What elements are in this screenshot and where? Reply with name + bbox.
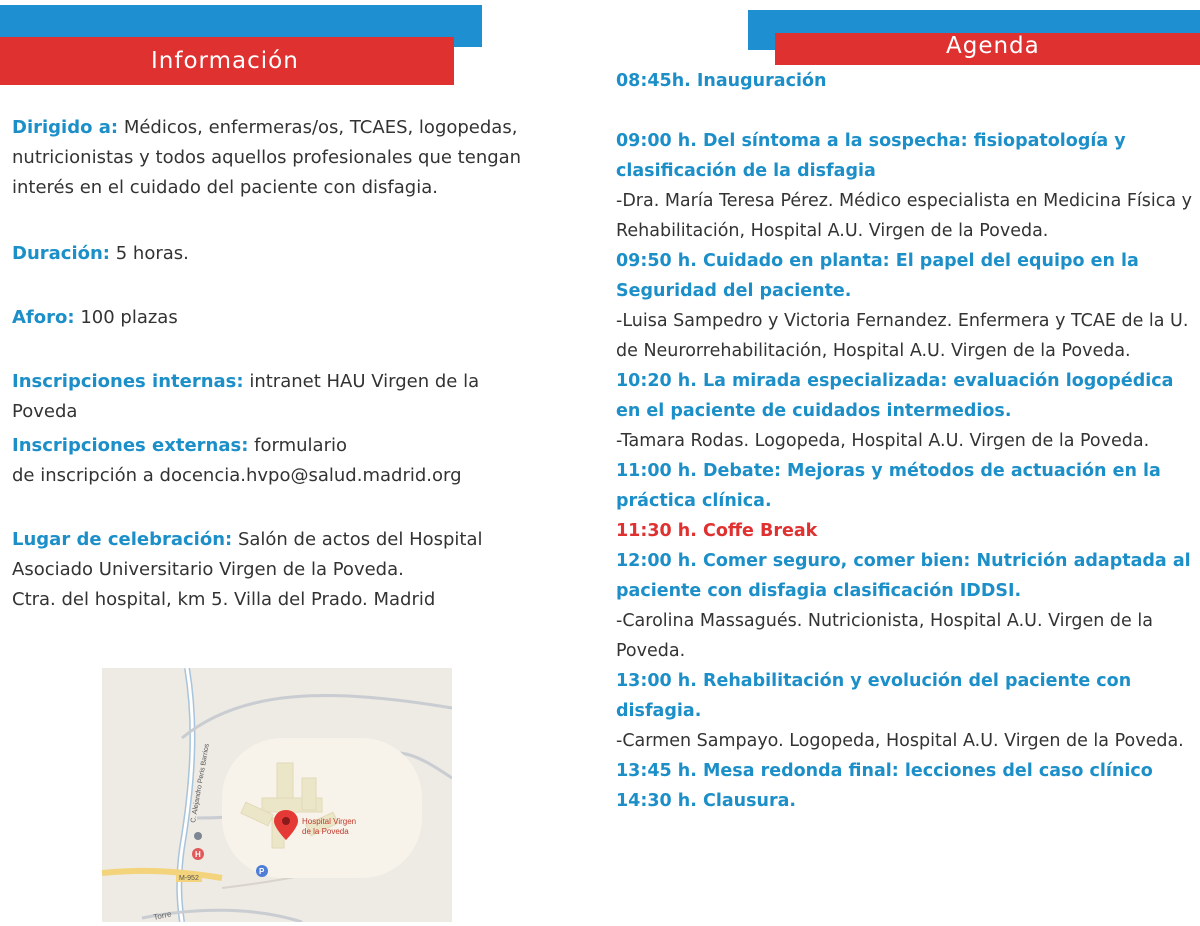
agenda-item-title: 09:50 h. Cuidado en planta: El papel del equipo en la Seguridad del paciente. [616, 251, 1139, 301]
agenda-item-1100: 11:00 h. Debate: Mejoras y métodos de actuación en la práctica clínica. [616, 461, 1161, 511]
lugar-block [12, 525, 552, 585]
lugar-text: Salón de actos del Hospital Asociado Universitario Virgen de la Poveda. [12, 529, 483, 580]
agenda-item-title: 10:20 h. La mirada especializada: evaluación logopédica en el paciente de cuidados intermedios. [616, 371, 1174, 421]
map-h-badge: H [195, 850, 201, 859]
dirigido-text: Médicos, enfermeras/os, TCAES, logopedas, nutricionistas y todos aquellos profesionales que tengan interés en el cuidado del paciente con disfagia. [12, 117, 522, 198]
dirigido-block [12, 113, 552, 203]
agenda-item-1200 [616, 546, 1196, 666]
agenda-item-0845: 08:45h. Inauguración [616, 71, 827, 91]
agenda-item-title: 12:00 h. Comer seguro, comer bien: Nutrición adaptada al paciente con disfagia clasificación IDDSI. [616, 551, 1191, 601]
aforo-block [12, 303, 552, 333]
agenda-item-speaker: -Carolina Massagués. Nutricionista, Hospital A.U. Virgen de la Poveda. [616, 611, 1153, 661]
map-bottom-label: Torre [152, 909, 173, 922]
insc-int-label: Inscripciones internas: [12, 371, 244, 392]
map-street-label: C. Alejandro Peris Barrios [190, 743, 211, 824]
aforo-label: Aforo: [12, 307, 75, 328]
lugar-text-2: Ctra. del hospital, km 5. Villa del Prado. Madrid [12, 589, 436, 610]
map-road-m952 [102, 871, 222, 878]
map-graphic [102, 668, 452, 922]
map-p-badge: P [259, 867, 265, 876]
agenda-item-coffee-break: 11:30 h. Coffe Break [616, 521, 818, 541]
duracion-text: 5 horas. [115, 243, 189, 264]
agenda-item-1020 [616, 366, 1196, 456]
agenda-item-1430: 14:30 h. Clausura. [616, 791, 797, 811]
location-map[interactable] [102, 668, 452, 922]
agenda-item-speaker: -Carmen Sampayo. Logopeda, Hospital A.U. Virgen de la Poveda. [616, 731, 1184, 751]
insc-ext-label: Inscripciones externas: [12, 435, 249, 456]
duracion-label: Duración: [12, 243, 110, 264]
map-road-label: M-952 [179, 875, 199, 882]
agenda-item-speaker: -Luisa Sampedro y Victoria Fernandez. Enfermera y TCAE de la U. de Neurorrehabilitación, Hospital A.U. Virgen de la Poveda. [616, 311, 1189, 361]
info-title: Información [151, 48, 299, 74]
aforo-text: 100 plazas [80, 307, 178, 328]
agenda-item-0950 [616, 246, 1196, 366]
map-road-north [182, 696, 452, 738]
insc-ext-block [12, 431, 552, 461]
duracion-block [12, 239, 552, 269]
agenda-title: Agenda [946, 33, 1040, 59]
map-place-label-1: Hospital Virgen [302, 817, 357, 826]
map-place-label-2: de la Poveda [302, 827, 349, 836]
insc-ext-text: formulario [254, 435, 347, 456]
dirigido-label: Dirigido a: [12, 117, 119, 138]
insc-int-block [12, 367, 532, 427]
agenda-item-title: 13:00 h. Rehabilitación y evolución del paciente con disfagia. [616, 671, 1132, 721]
agenda-column [616, 66, 1196, 816]
map-poi-icon [194, 832, 202, 840]
insc-int-text: intranet HAU Virgen de la Poveda [12, 371, 480, 422]
agenda-item-1300 [616, 666, 1196, 756]
lugar-label: Lugar de celebración: [12, 529, 233, 550]
agenda-item-0900 [616, 126, 1196, 246]
info-column [12, 113, 552, 615]
agenda-item-speaker: -Dra. María Teresa Pérez. Médico especialista en Medicina Física y Rehabilitación, Hospital A.U. Virgen de la Poveda. [616, 191, 1193, 241]
agenda-item-speaker: -Tamara Rodas. Logopeda, Hospital A.U. Virgen de la Poveda. [616, 431, 1150, 451]
agenda-item-title: 09:00 h. Del síntoma a la sospecha: fisiopatología y clasificación de la disfagia [616, 131, 1126, 181]
insc-ext-text-2: de inscripción a docencia.hvpo@salud.madrid.org [12, 465, 462, 486]
agenda-item-1345: 13:45 h. Mesa redonda final: lecciones del caso clínico [616, 761, 1153, 781]
